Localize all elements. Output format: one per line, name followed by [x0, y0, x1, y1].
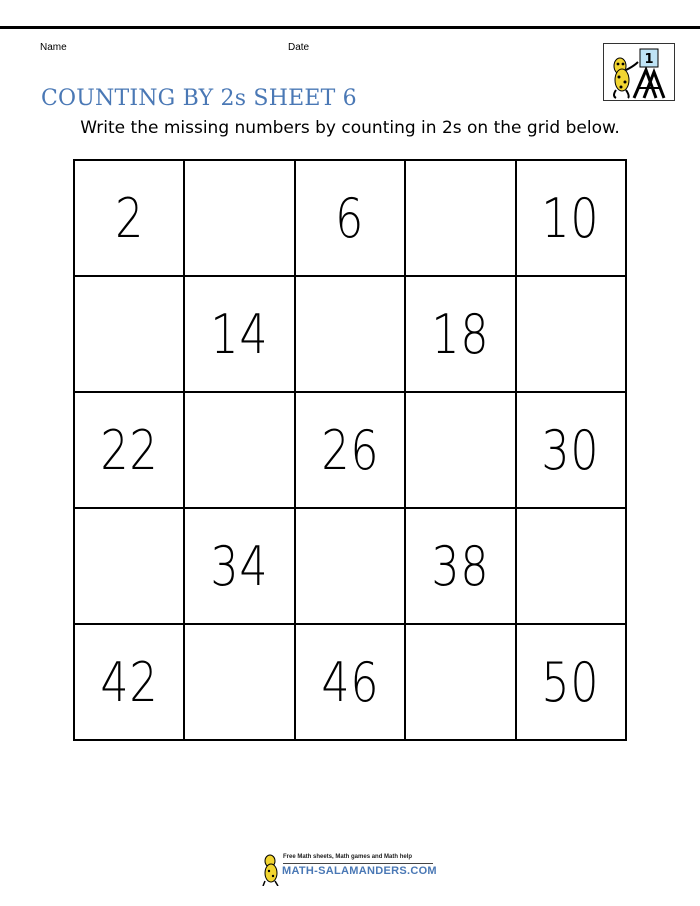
blank-cell[interactable]	[516, 508, 626, 624]
grid-row	[74, 392, 626, 508]
blank-cell[interactable]	[74, 276, 184, 392]
number-cell	[295, 392, 405, 508]
top-rule	[0, 26, 700, 29]
cell-value: 38	[431, 534, 490, 598]
logo-badge-text: 1	[644, 52, 654, 67]
blank-cell[interactable]	[405, 392, 515, 508]
page-title: COUNTING BY 2s SHEET 6	[41, 86, 357, 111]
blank-cell[interactable]	[405, 624, 515, 740]
blank-cell[interactable]	[516, 276, 626, 392]
grid-row	[74, 624, 626, 740]
grid-row	[74, 508, 626, 624]
footer-logo	[260, 852, 450, 886]
cell-value: 30	[541, 418, 600, 482]
footer-site-link[interactable]: MATH-SALAMANDERS.COM	[282, 865, 437, 877]
blank-cell[interactable]	[184, 160, 294, 276]
cell-value: 34	[210, 534, 269, 598]
blank-cell[interactable]	[295, 276, 405, 392]
number-cell	[74, 392, 184, 508]
blank-cell[interactable]	[184, 392, 294, 508]
footer-tagline: Free Math sheets, Math games and Math help	[283, 854, 413, 860]
cell-value: 50	[541, 650, 600, 714]
blank-cell[interactable]	[184, 624, 294, 740]
cell-value: 22	[100, 418, 159, 482]
footer-divider	[283, 863, 433, 864]
number-cell	[516, 160, 626, 276]
cell-value: 46	[320, 650, 379, 714]
cell-value: 14	[210, 302, 269, 366]
number-cell	[184, 276, 294, 392]
number-cell	[74, 160, 184, 276]
cell-value: 2	[114, 186, 144, 250]
cell-value: 10	[541, 186, 600, 250]
number-cell	[516, 624, 626, 740]
salamander-footer-logo-icon	[260, 852, 282, 886]
cell-value: 6	[335, 186, 365, 250]
name-label: Name	[40, 42, 67, 53]
number-grid	[73, 159, 627, 741]
blank-cell[interactable]	[295, 508, 405, 624]
number-cell	[74, 624, 184, 740]
cell-value: 26	[320, 418, 379, 482]
number-cell	[405, 508, 515, 624]
number-cell	[295, 160, 405, 276]
number-cell	[295, 624, 405, 740]
cell-value: 18	[431, 302, 490, 366]
instructions: Write the missing numbers by counting in 2s on the grid below.	[80, 118, 620, 138]
salamander-ladder-logo-icon	[603, 43, 675, 101]
number-cell	[405, 276, 515, 392]
blank-cell[interactable]	[74, 508, 184, 624]
grid-row	[74, 160, 626, 276]
number-cell	[516, 392, 626, 508]
blank-cell[interactable]	[405, 160, 515, 276]
date-label: Date	[288, 42, 310, 53]
number-cell	[184, 508, 294, 624]
cell-value: 42	[100, 650, 159, 714]
grid-row	[74, 276, 626, 392]
